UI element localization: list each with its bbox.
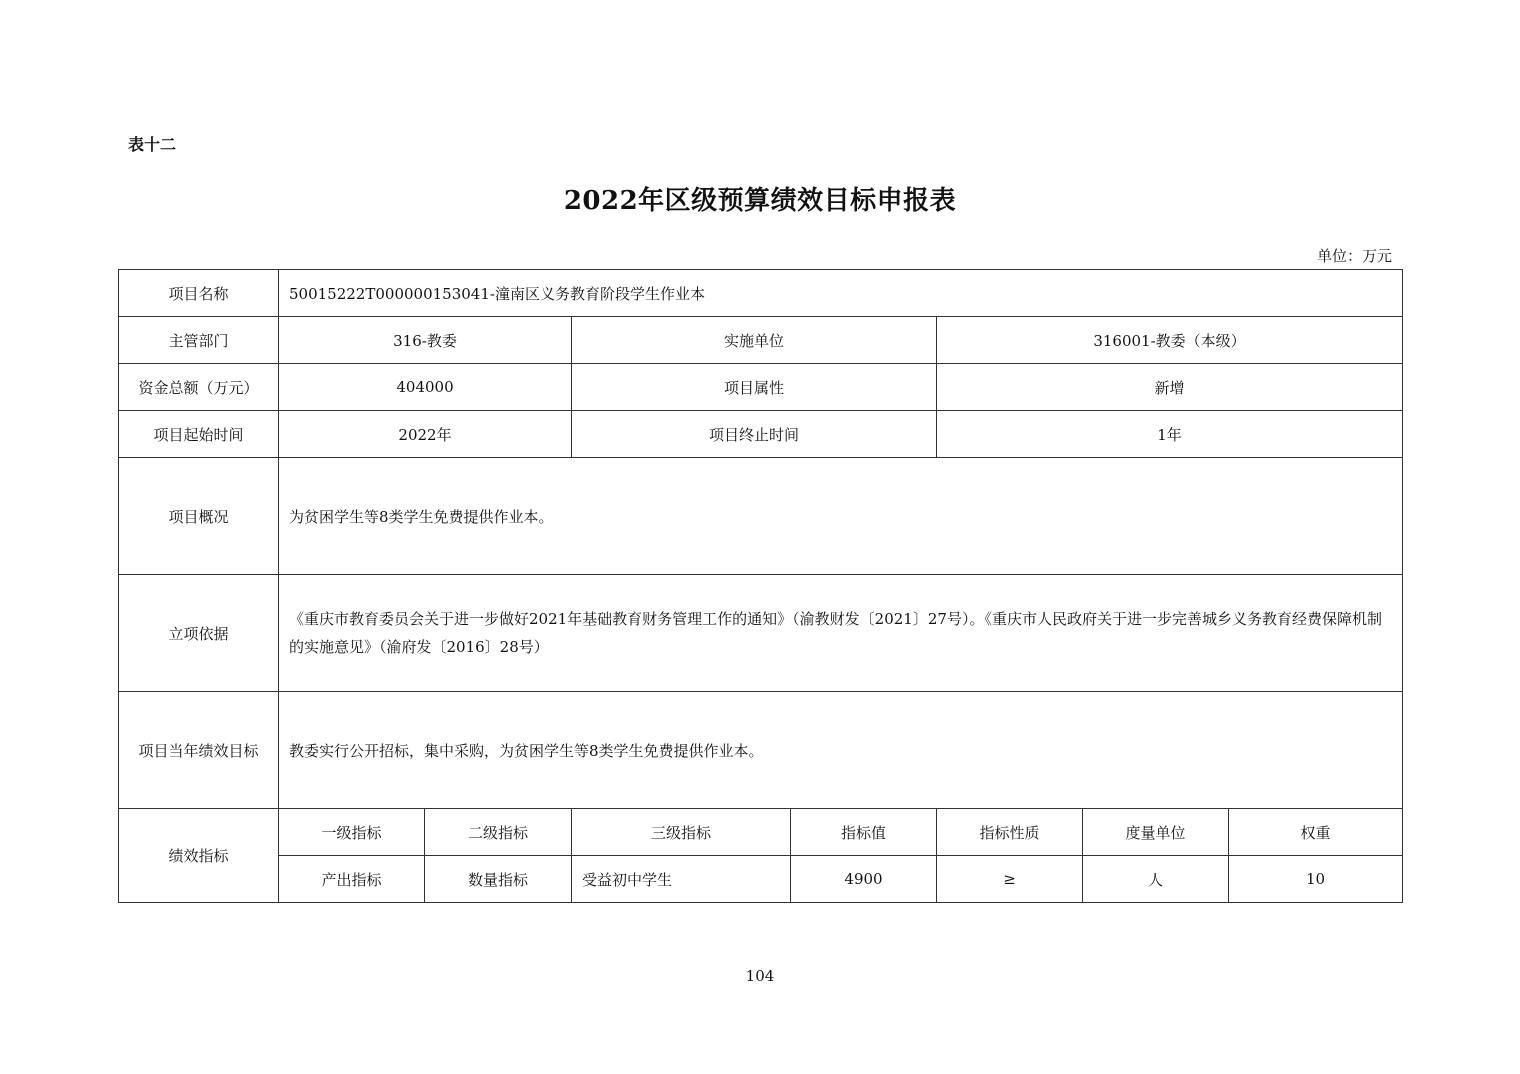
indicator-header: 指标值 — [791, 809, 937, 856]
indicator-header: 一级指标 — [279, 809, 425, 856]
indicator-header: 度量单位 — [1083, 809, 1229, 856]
indicator-label: 绩效指标 — [119, 809, 279, 903]
basis-label: 立项依据 — [119, 575, 279, 692]
goal-value: 教委实行公开招标，集中采购，为贫困学生等8类学生免费提供作业本。 — [279, 692, 1403, 809]
impl-value: 316001-教委（本级） — [937, 317, 1403, 364]
indicator-cell: 人 — [1083, 856, 1229, 903]
dept-value: 316-教委 — [279, 317, 572, 364]
fund-label: 资金总额（万元） — [119, 364, 279, 411]
end-label: 项目终止时间 — [572, 411, 937, 458]
indicator-header: 二级指标 — [425, 809, 572, 856]
start-value: 2022年 — [279, 411, 572, 458]
table-row — [119, 364, 1403, 411]
end-value: 1年 — [937, 411, 1403, 458]
indicator-cell: 数量指标 — [425, 856, 572, 903]
indicator-cell: 4900 — [791, 856, 937, 903]
page-title: 2022年区级预算绩效目标申报表 — [563, 186, 957, 216]
impl-label: 实施单位 — [572, 317, 937, 364]
table-row — [119, 575, 1403, 692]
overview-label: 项目概况 — [119, 458, 279, 575]
indicator-row — [119, 856, 1403, 903]
table-row — [119, 411, 1403, 458]
indicator-cell: 受益初中学生 — [572, 856, 791, 903]
dept-label: 主管部门 — [119, 317, 279, 364]
indicator-header: 权重 — [1229, 809, 1403, 856]
indicator-cell: 产出指标 — [279, 856, 425, 903]
table-row — [119, 317, 1403, 364]
fund-value: 404000 — [279, 364, 572, 411]
overview-value: 为贫困学生等8类学生免费提供作业本。 — [279, 458, 1403, 575]
indicator-cell: 10 — [1229, 856, 1403, 903]
table-number: 表十二 — [128, 135, 177, 154]
attr-value: 新增 — [937, 364, 1403, 411]
basis-value: 《重庆市教育委员会关于进一步做好2021年基础教育财务管理工作的通知》（渝教财发〔2021〕27号）。《重庆市人民政府关于进一步完善城乡义务教育经费保障机制的实施意见》（渝府发〔2016〕28号） — [279, 575, 1403, 692]
attr-label: 项目属性 — [572, 364, 937, 411]
start-label: 项目起始时间 — [119, 411, 279, 458]
project-name-label: 项目名称 — [119, 270, 279, 317]
table-row — [119, 458, 1403, 575]
budget-performance-table — [118, 269, 1403, 903]
indicator-header-row — [119, 809, 1403, 856]
project-name-value: 50015222T000000153041-潼南区义务教育阶段学生作业本 — [279, 270, 1403, 317]
indicator-header: 指标性质 — [937, 809, 1083, 856]
unit-label: 单位：万元 — [1316, 247, 1392, 265]
indicator-header: 三级指标 — [572, 809, 791, 856]
table-row — [119, 692, 1403, 809]
table-row — [119, 270, 1403, 317]
indicator-cell: ≥ — [937, 856, 1083, 903]
goal-label: 项目当年绩效目标 — [119, 692, 279, 809]
page-number: 104 — [745, 967, 775, 985]
